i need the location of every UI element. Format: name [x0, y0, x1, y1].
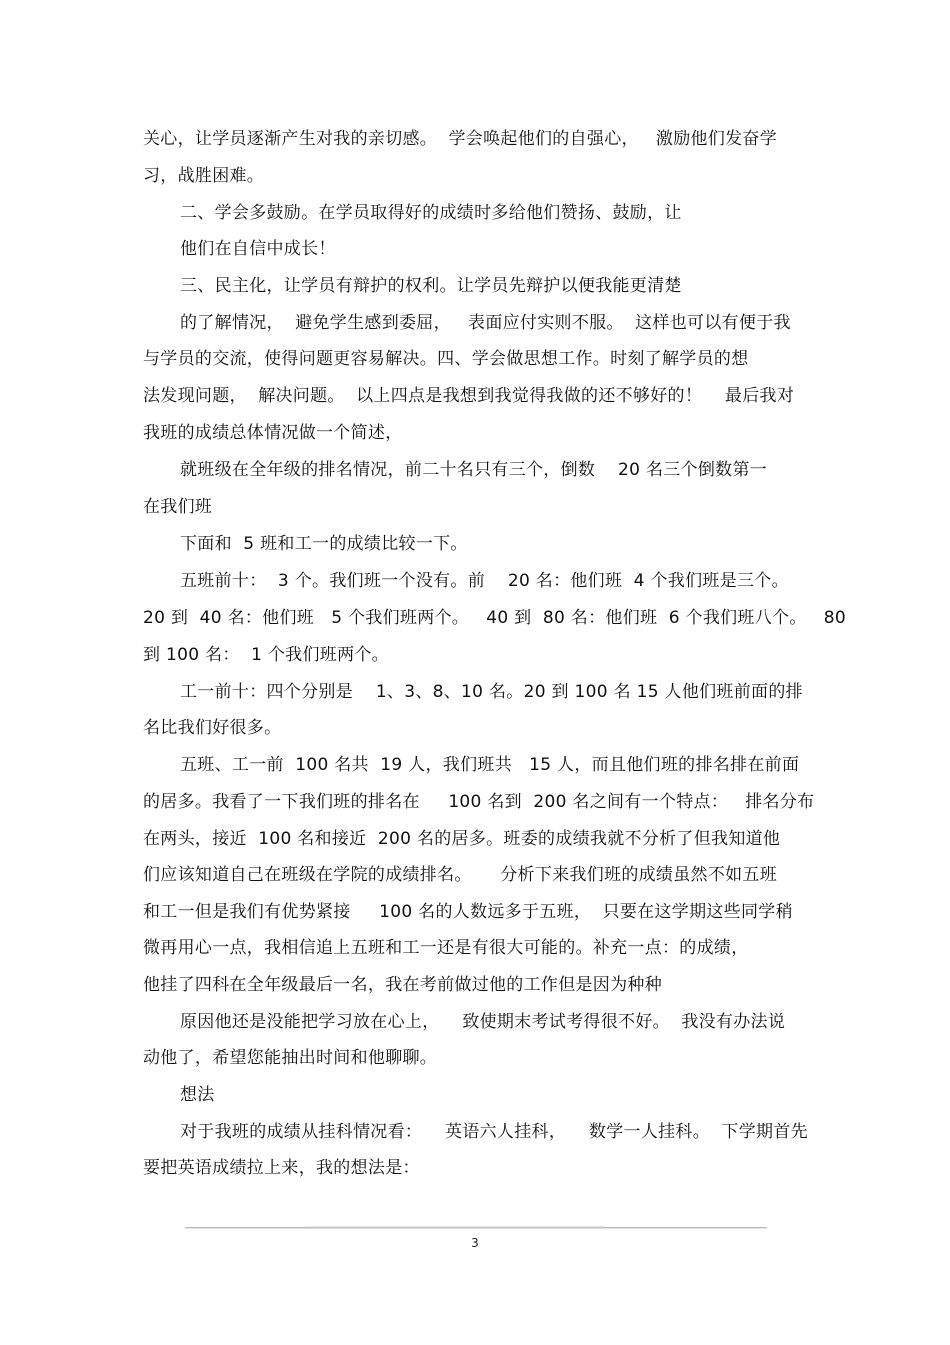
text-line: 名比我们好很多。 — [143, 718, 282, 738]
section-heading: 想法 — [180, 1085, 215, 1105]
text-line: 下面和 5 班和工一的成绩比较一下。 — [180, 534, 468, 554]
text-line: 原因他还是没能把学习放在心上， 致使期末考试考得很不好。 我没有办法说 — [180, 1012, 786, 1032]
text-line: 我班的成绩总体情况做一个简述， — [143, 423, 403, 443]
text-line: 动他了，希望您能抽出时间和他聊聊。 — [143, 1048, 438, 1068]
text-line: 工一前十：四个分别是 1、3、8、10 名。20 到 100 名 15 人他们班前面的排 — [180, 682, 803, 702]
text-line: 到 100 名： 1 个我们班两个。 — [143, 645, 389, 665]
text-line: 他挂了四科在全年级最后一名，我在考前做过他的工作但是因为种种 — [143, 975, 662, 995]
text-line: 法发现问题， 解决问题。 以上四点是我想到我觉得我做的还不够好的！ 最后我对 — [143, 386, 795, 406]
text-line: 五班、工一前 100 名共 19 人，我们班共 15 人，而且他们班的排名排在前面 — [180, 755, 800, 775]
text-line: 就班级在全年级的排名情况，前二十名只有三个，倒数 20 名三个倒数第一 — [180, 460, 768, 480]
text-line: 们应该知道自己在班级在学院的成绩排名。 分析下来我们班的成绩虽然不如五班 — [143, 865, 778, 885]
text-line: 与学员的交流，使得问题更容易解决。四、学会做思想工作。时刻了解学员的想 — [143, 349, 749, 369]
text-line: 他们在自信中成长！ — [180, 239, 336, 259]
text-line: 要把英语成绩拉上来，我的想法是： — [143, 1158, 420, 1178]
footer-divider-shadow — [305, 1226, 605, 1229]
text-line: 在我们班 — [143, 497, 213, 517]
text-line: 微再用心一点，我相信追上五班和工一还是有很大可能的。补充一点：的成绩， — [143, 938, 749, 958]
text-line: 关心，让学员逐渐产生对我的亲切感。 学会唤起他们的自强心， 激励他们发奋学 — [143, 129, 778, 149]
text-line: 对于我班的成绩从挂科情况看： 英语六人挂科， 数学一人挂科。 下学期首先 — [180, 1122, 808, 1142]
text-line: 五班前十： 3 个。我们班一个没有。前 20 名：他们班 4 个我们班是三个。 — [180, 571, 789, 591]
text-line: 的了解情况， 避免学生感到委屈， 表面应付实则不服。 这样也可以有便于我 — [180, 313, 791, 333]
text-line: 三、民主化，让学员有辩护的权利。让学员先辩护以便我能更清楚 — [180, 276, 682, 296]
text-line: 和工一但是我们有优势紧接 100 名的人数远多于五班， 只要在这学期这些同学稍 — [143, 902, 793, 922]
text-line: 在两头，接近 100 名和接近 200 名的居多。班委的成绩我就不分析了但我知道他 — [143, 829, 781, 849]
text-line: 习，战胜困难。 — [143, 166, 265, 186]
text-line: 的居多。我看了一下我们班的排名在 100 名到 200 名之间有一个特点： 排名分布 — [143, 792, 815, 812]
page-number: 3 — [471, 1236, 479, 1250]
text-line: 二、学会多鼓励。在学员取得好的成绩时多给他们赞扬、鼓励，让 — [180, 203, 682, 223]
text-line: 20 到 40 名：他们班 5 个我们班两个。 40 到 80 名：他们班 6 个我们班八个。 80 — [143, 608, 846, 628]
